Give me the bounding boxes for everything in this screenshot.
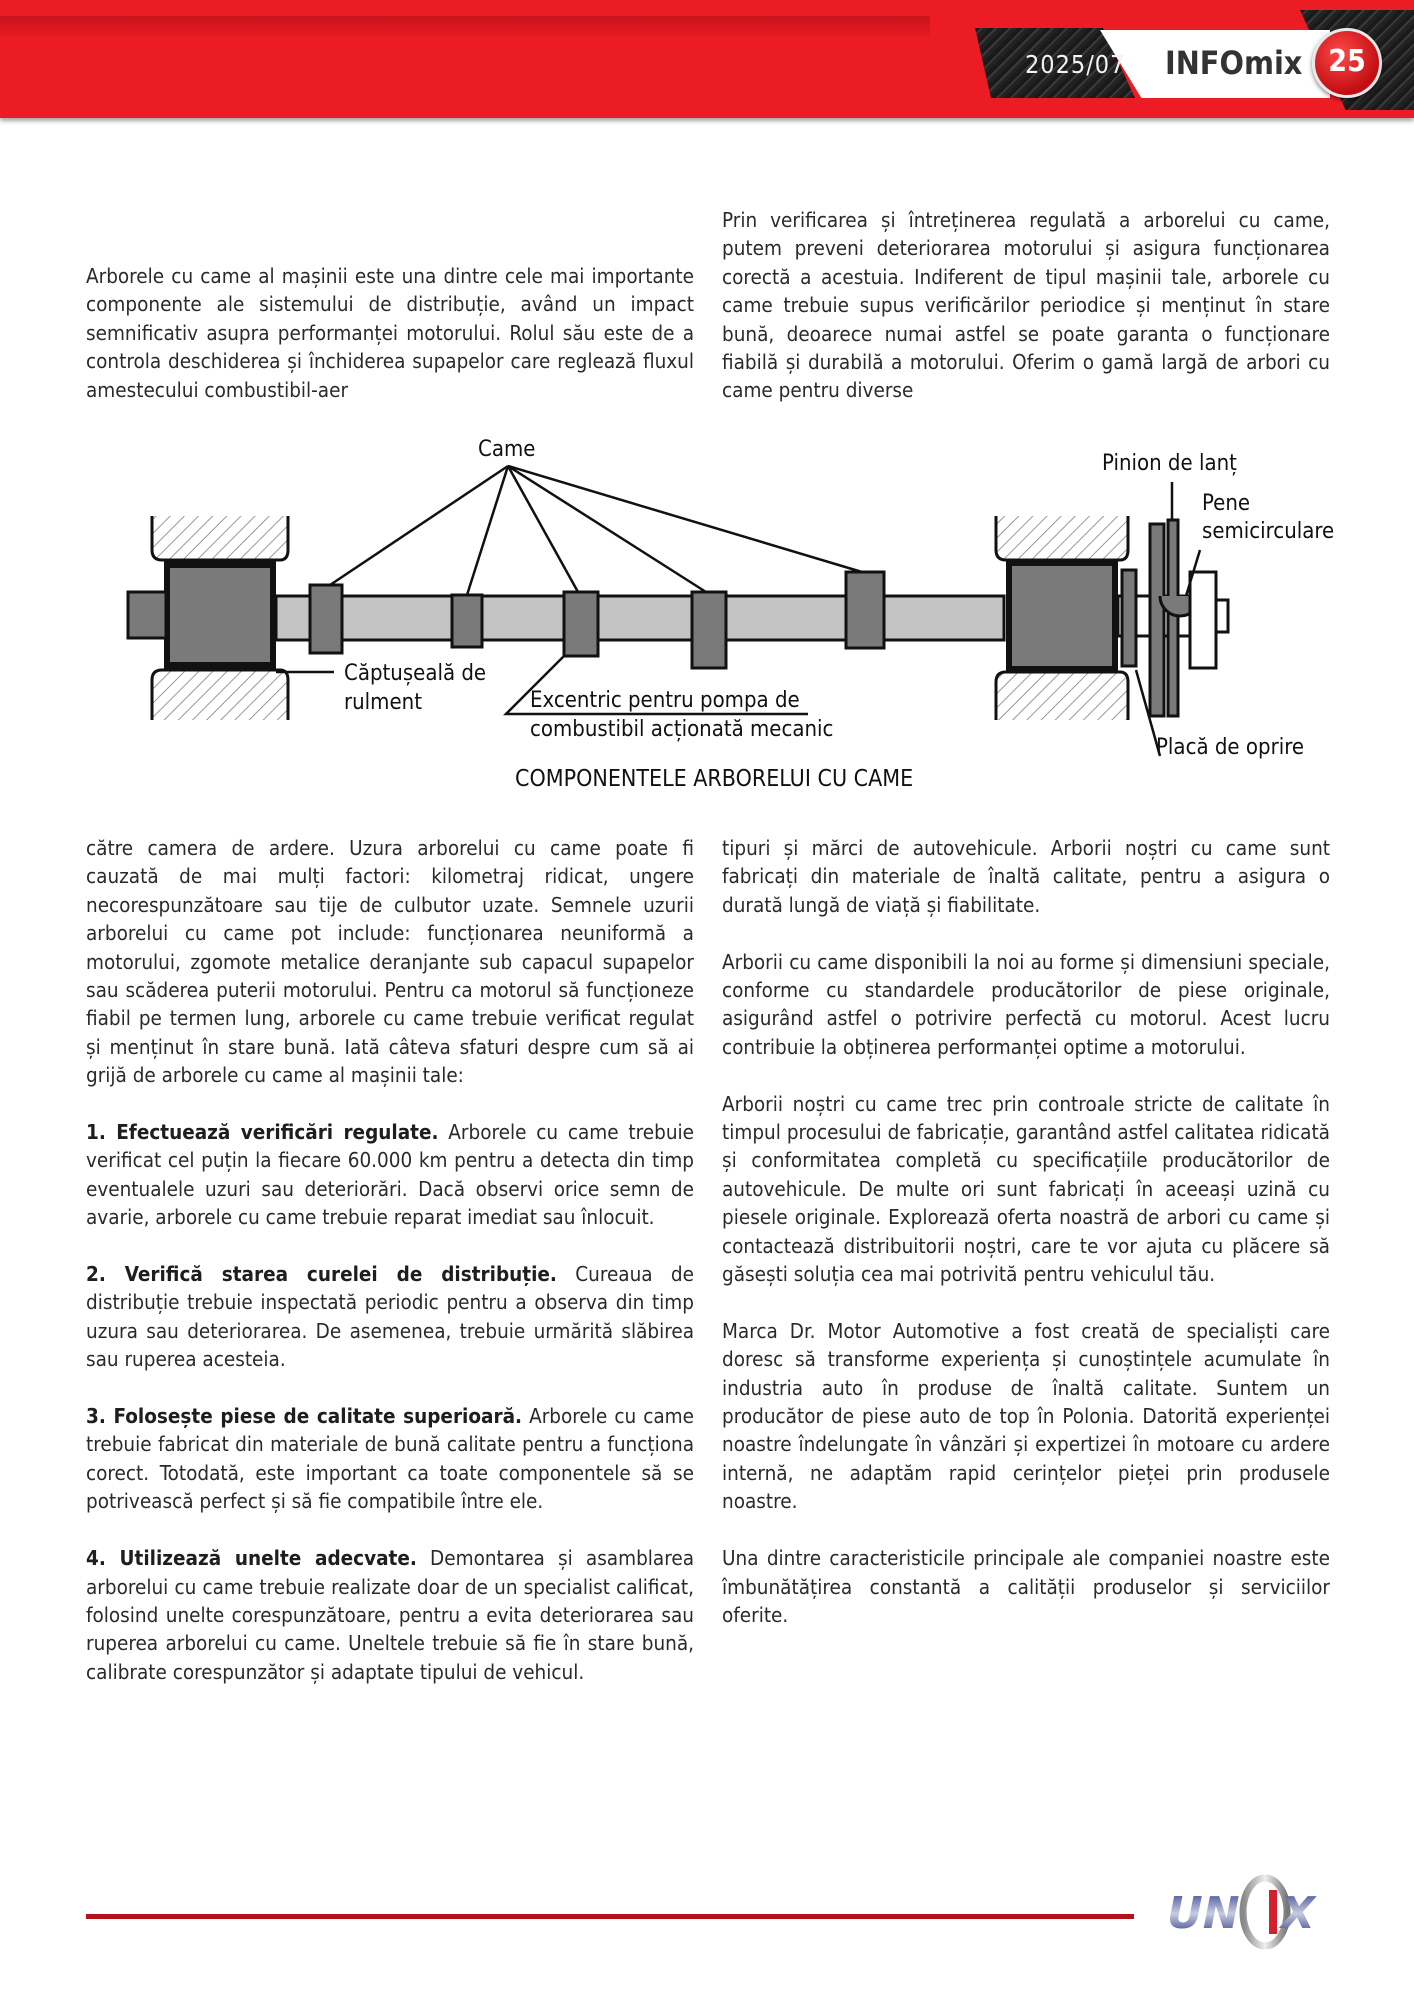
body-right-paragraph-1: tipuri și mărci de autovehicule. Arborii noștri cu came sunt fabricați din materiale de înaltă calitate, pentru a asigura o durată lungă de viață și fiabilitate. xyxy=(722,836,1330,917)
body-right-column xyxy=(722,834,1330,1658)
tip-2-title: 2. Verifică starea curelei de distribuție. xyxy=(86,1262,557,1287)
tip-2 xyxy=(86,1260,694,1374)
tip-4-text: Demontarea și asamblarea arborelui cu came trebuie realizate doar de un specialist calificat, folosind unelte corespunzătoare, pentru a evita deteriorarea sau ruperea arborelui cu came. Uneltele trebuie să fie în stare bună, calibrate corespunzător și adaptate tipului de vehicul. xyxy=(86,1546,694,1684)
label-captuseala-1: Căptușeală de xyxy=(344,661,487,686)
tip-2-text: Cureaua de distribuție trebuie inspectată periodic pentru a observa din timp uzura sau deteriorarea. De asemenea, trebuie urmărită slăbirea sau ruperea acesteia. xyxy=(86,1262,694,1372)
intro-right-text: Prin verificarea și întreținerea regulată a arborelui cu came, putem preveni deteriorarea motorului și asigura funcționarea corectă a acestuia. Indiferent de tipul mașinii tale, arborele cu came trebuie supus verificărilor periodice și menținut în stare bună, deoarece numai astfel se poate garanta o funcționare fiabilă și durabilă a motorului. Oferim o gamă largă de arbori cu came pentru diverse xyxy=(722,208,1330,403)
issue-date: 2025/07 xyxy=(1025,50,1126,79)
label-came: Came xyxy=(478,437,536,462)
body-right-paragraph-2: Arborii cu came disponibili la noi au forme și dimensiuni speciale, conforme cu standardele producătorilor de piese originale, asigurând astfel o potrivire perfectă cu motorul. Acest lucru contribuie la obținerea performanței optime a motorului. xyxy=(722,949,1330,1059)
page-number-badge: 25 xyxy=(1312,28,1382,98)
tip-4 xyxy=(86,1544,694,1686)
magazine-title: INFOmix xyxy=(1165,44,1303,82)
intro-left-text: Arborele cu came al mașinii este una dintre cele mai importante componente ale sistemului de distribuție, având un impact semnificativ asupra performanței motorului. Rolul său este de a controla deschiderea și închiderea supapelor care reglează fluxul amestecului combustibil-aer xyxy=(86,264,694,402)
body-right-paragraph-4: Marca Dr. Motor Automotive a fost creată de specialiști care doresc să transforme experiența și cunoștințele acumulate în industria auto în produse de înaltă calitate. Suntem un producător de piese auto de top în Polonia. Datorită experienței noastre îndelungate în vânzări și expertizei în motoare cu ardere internă, ne adaptăm rapid cerințelor pieței prin produsele noastre. xyxy=(722,1318,1330,1514)
tip-1 xyxy=(86,1118,694,1232)
unix-logo xyxy=(1165,1870,1335,1950)
camshaft-components-diagram xyxy=(110,420,1340,800)
body-left-paragraph: către camera de ardere. Uzura arborelui cu came poate fi cauzată de mai mulți factori: kilometraj ridicat, ungere necorespunzătoare sau tije de culbutor uzate. Semnele uzurii arborelui cu came pot include: funcționarea neuniformă a motorului, zgomote metalice deranjante sub capacul supapelor sau scăderea puterii motorului. Pentru ca motorul să funcționeze fiabil pe termen lung, arborele cu came trebuie verificat regulat și menținut în stare bună. Iată câteva sfaturi despre cum să ai grijă de arborele cu came al mașinii tale: xyxy=(86,836,694,1088)
footer-divider xyxy=(86,1914,1134,1919)
tip-4-title: 4. Utilizează unelte adecvate. xyxy=(86,1546,417,1571)
header-shade xyxy=(0,16,930,40)
right-bearing-housing xyxy=(996,516,1128,720)
diagram-caption: COMPONENTELE ARBORELUI CU CAME xyxy=(515,766,914,792)
page-header xyxy=(0,0,1414,120)
body-right-paragraph-3: Arborii noștri cu came trec prin controale stricte de calitate în timpul procesului de fabricație, garantând astfel calitatea ridicată și conformitatea completă cu specificațiile producătorilor de autovehicule. De multe ori sunt fabricați în aceeași uzină cu piesele originale. Explorează oferta noastră de arbori cu came și contactează distribuitorii noștri, care te vor ajuta cu plăcere să găsești soluția cea mai potrivită pentru vehiculul tău. xyxy=(722,1091,1330,1287)
label-pinion: Pinion de lanț xyxy=(1102,451,1237,476)
body-right-paragraph-5: Una dintre caracteristicile principale ale companiei noastre este îmbunătățirea constantă a calității produselor și serviciilor oferite. xyxy=(722,1546,1330,1627)
tip-3-text: Arborele cu came trebuie fabricat din materiale de bună calitate pentru a funcționa corect. Totodată, este important ca toate componentele să se potrivească perfect și să fie compatibile între ele. xyxy=(86,1404,694,1514)
label-pene-2: semicirculare xyxy=(1202,519,1335,544)
tip-1-title: 1. Efectuează verificări regulate. xyxy=(86,1120,439,1145)
tip-3-title: 3. Folosește piese de calitate superioară. xyxy=(86,1404,523,1429)
body-left-column xyxy=(86,834,694,1715)
intro-right-column xyxy=(722,206,1330,433)
intro-left-column xyxy=(86,262,694,432)
tip-3 xyxy=(86,1402,694,1516)
label-excentric-1: Excentric pentru pompa de xyxy=(530,688,800,713)
label-excentric-2: combustibil acționată mecanic xyxy=(530,717,834,742)
svg-text:UN: UN xyxy=(1167,1888,1240,1939)
label-pene-1: Pene xyxy=(1202,491,1251,516)
label-captuseala-2: rulment xyxy=(344,690,422,715)
left-bearing-housing xyxy=(152,516,288,720)
tip-1-text: Arborele cu came trebuie verificat cel puțin la fiecare 60.000 km pentru a detecta din timp eventualele uzuri sau deteriorări. Dacă observi orice semn de avarie, arborele cu came trebuie reparat imediat sau înlocuit. xyxy=(86,1120,695,1230)
label-placa: Placă de oprire xyxy=(1156,735,1305,760)
svg-text:X: X xyxy=(1281,1888,1315,1939)
